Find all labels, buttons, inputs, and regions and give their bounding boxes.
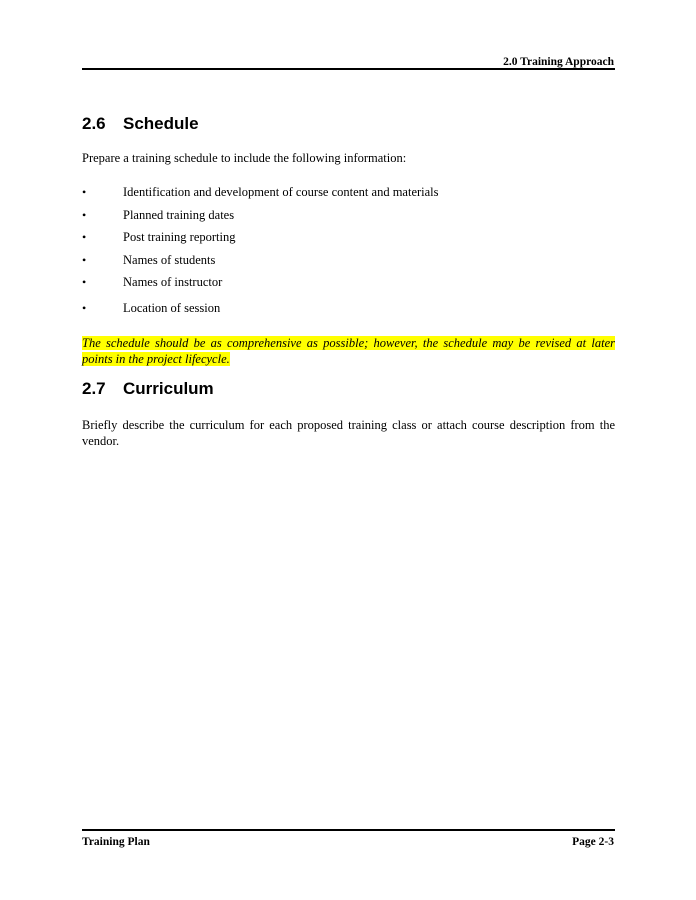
list-item <box>82 229 615 252</box>
list-item-text: Post training reporting <box>123 230 236 244</box>
footer-page-number: Page 2-3 <box>572 836 614 848</box>
highlighted-note-text: The schedule should be as comprehensive as possible; however, the schedule may be revised at later points in the project lifecycle. <box>82 336 615 366</box>
schedule-note <box>82 336 615 367</box>
list-item-text: Planned training dates <box>123 207 235 222</box>
section-heading-schedule <box>82 114 199 134</box>
bullet-icon: • <box>82 230 87 244</box>
bullet-icon: • <box>82 252 87 267</box>
header-rule <box>82 68 615 70</box>
running-header: 2.0 Training Approach <box>503 56 614 68</box>
section-number: 2.6 <box>82 114 106 133</box>
list-item-text: Location of session <box>123 300 221 315</box>
section-title: Schedule <box>123 114 199 133</box>
section-title: Curriculum <box>123 379 214 398</box>
list-item <box>82 207 615 230</box>
curriculum-paragraph: Briefly describe the curriculum for each proposed training class or attach course description from the vendor. <box>82 418 615 448</box>
schedule-bullet-list <box>82 184 615 322</box>
list-item-text: Names of instructor <box>123 275 223 289</box>
list-item-text: Identification and development of course content and materials <box>123 185 439 199</box>
list-item-text: Names of students <box>123 252 216 267</box>
list-item <box>82 252 615 275</box>
bullet-icon: • <box>82 275 87 289</box>
section-number: 2.7 <box>82 379 106 398</box>
footer-document-title: Training Plan <box>82 836 150 848</box>
footer-rule <box>82 829 615 831</box>
list-item <box>82 274 615 297</box>
bullet-icon: • <box>82 207 87 222</box>
list-item <box>82 300 615 323</box>
schedule-intro-paragraph: Prepare a training schedule to include the following information: <box>82 151 407 165</box>
bullet-icon: • <box>82 300 87 315</box>
list-item <box>82 184 615 207</box>
bullet-icon: • <box>82 185 87 199</box>
section-heading-curriculum <box>82 379 214 399</box>
